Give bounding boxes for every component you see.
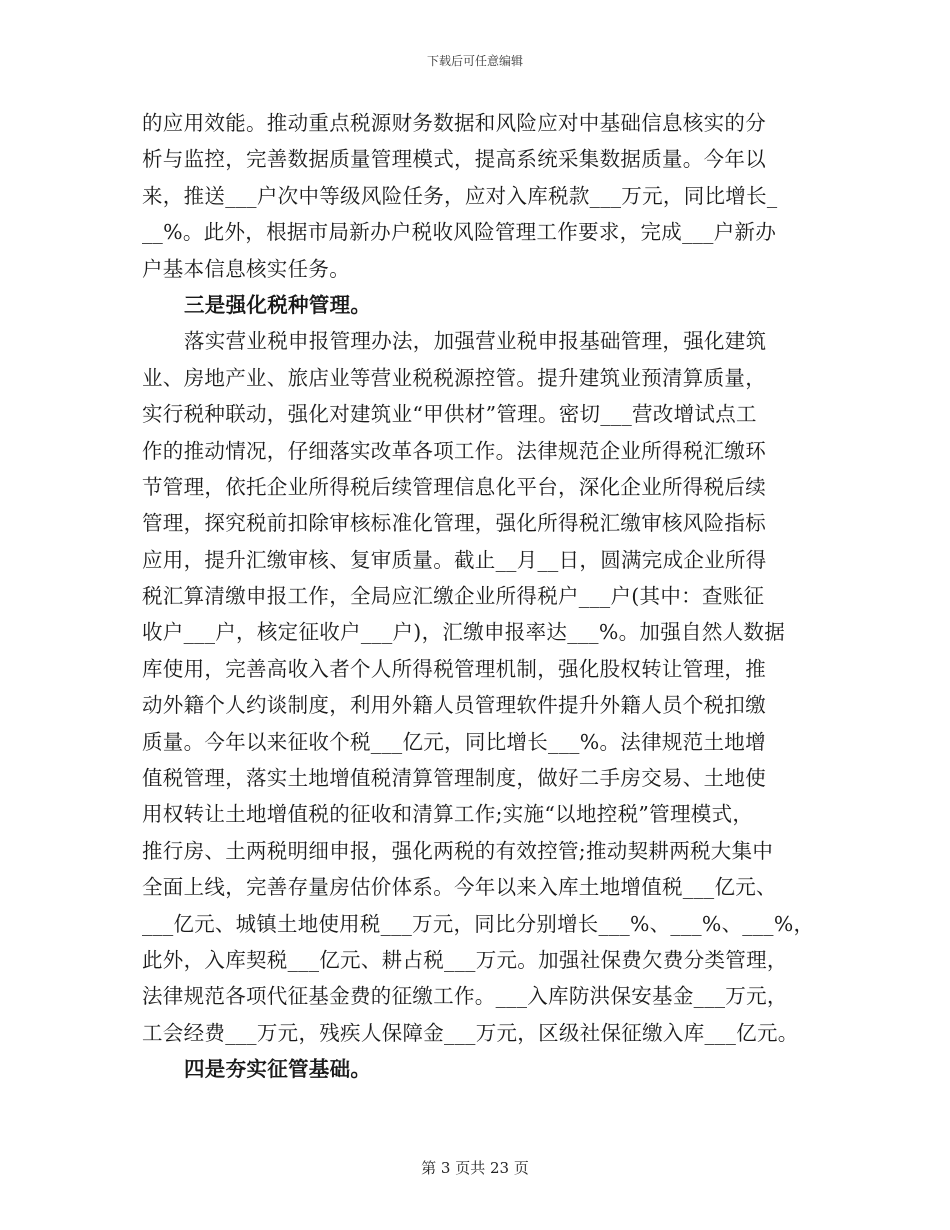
paragraph-line: 节管理，依托企业所得税后续管理信息化平台，深化企业所得税后续 bbox=[142, 474, 766, 499]
section-heading: 三是强化税种管理。 bbox=[184, 292, 372, 317]
paragraph-line: 实行税种联动，强化对建筑业“甲供材”管理。密切___营改增试点工 bbox=[142, 402, 757, 427]
paragraph-line: 落实营业税申报管理办法，加强营业税申报基础管理，强化建筑 bbox=[184, 329, 767, 354]
section-heading: 四是夯实征管基础。 bbox=[184, 1057, 372, 1082]
paragraph-line: 作的推动情况，仔细落实改革各项工作。法律规范企业所得税汇缴环 bbox=[142, 438, 766, 463]
paragraph-line: ___亿元、城镇土地使用税___万元，同比分别增长___%、___%、___%， bbox=[142, 911, 815, 936]
paragraph-line: 动外籍个人约谈制度，利用外籍人员管理软件提升外籍人员个税扣缴 bbox=[142, 693, 766, 718]
paragraph-line: 户基本信息核实任务。 bbox=[142, 256, 350, 281]
paragraph-line: __%。此外，根据市局新办户税收风险管理工作要求，完成___户新办 bbox=[142, 220, 777, 245]
paragraph-line: 全面上线，完善存量房估价体系。今年以来入库土地增值税___亿元、 bbox=[142, 875, 777, 900]
paragraph-line: 税汇算清缴申报工作，全局应汇缴企业所得税户___户(其中：查账征 bbox=[142, 584, 765, 609]
paragraph-line: 析与监控，完善数据质量管理模式，提高系统采集数据质量。今年以 bbox=[142, 147, 766, 172]
paragraph-line: 管理，探究税前扣除审核标准化管理，强化所得税汇缴审核风险指标 bbox=[142, 511, 766, 536]
paragraph-line: 的应用效能。推动重点税源财务数据和风险应对中基础信息核实的分 bbox=[142, 111, 766, 135]
document-body bbox=[142, 105, 814, 1088]
paragraph-line: 法律规范各项代征基金费的征缴工作。___入库防洪保安基金___万元， bbox=[142, 984, 788, 1009]
paragraph-line: 收户___户，核定征收户___户)，汇缴申报率达___%。加强自然人数据 bbox=[142, 620, 786, 645]
page-header: 下载后可任意编辑 bbox=[426, 54, 523, 68]
page-footer: 第 3 页共 23 页 bbox=[421, 1159, 529, 1177]
paragraph-line: 用权转让土地增值税的征收和清算工作;实施“以地控税”管理模式， bbox=[142, 802, 754, 827]
paragraph-line: 库使用，完善高收入者个人所得税管理机制，强化股权转让管理，推 bbox=[142, 656, 766, 681]
paragraph-line: 此外，入库契税___亿元、耕占税___万元。加强社保费欠费分类管理， bbox=[142, 947, 788, 972]
paragraph-line: 质量。今年以来征收个税___亿元，同比增长___%。法律规范土地增 bbox=[142, 729, 766, 754]
paragraph-line: 值税管理，落实土地增值税清算管理制度，做好二手房交易、土地使 bbox=[142, 766, 766, 791]
paragraph-line: 来，推送___户次中等级风险任务，应对入库税款___万元，同比增长_ bbox=[142, 183, 778, 208]
paragraph-line: 应用，提升汇缴审核、复审质量。截止__月__日，圆满完成企业所得 bbox=[142, 547, 767, 572]
paragraph-line: 业、房地产业、旅店业等营业税税源控管。提升建筑业预清算质量， bbox=[142, 365, 766, 390]
paragraph-line: 推行房、土两税明细申报，强化两税的有效控管;推动契耕两税大集中 bbox=[142, 838, 774, 863]
paragraph-line: 工会经费___万元，残疾人保障金___万元，区级社保征缴入库___亿元。 bbox=[142, 1020, 799, 1045]
